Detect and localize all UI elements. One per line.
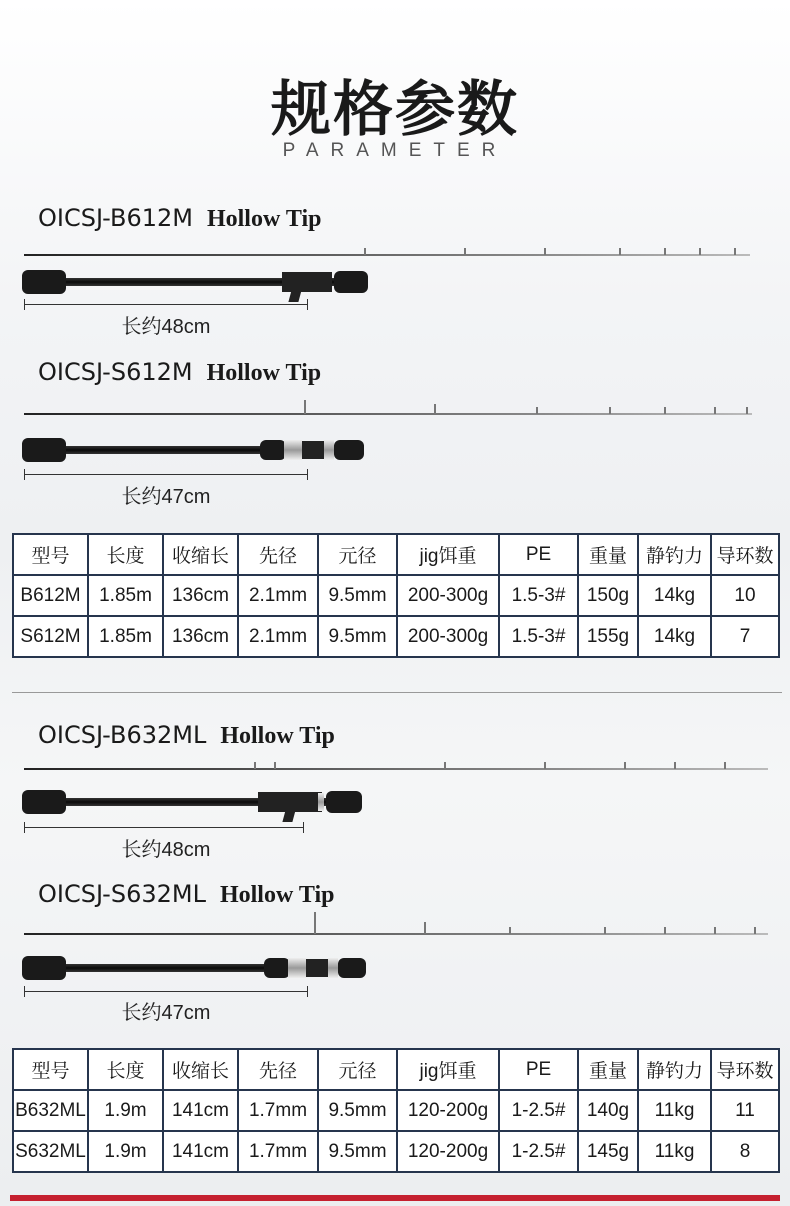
- table-cell: 1.5-3#: [499, 575, 578, 616]
- bottom-accent-bar: [10, 1195, 780, 1201]
- table-cell: 1-2.5#: [499, 1131, 578, 1172]
- table-row: [13, 616, 779, 657]
- table-cell: 155g: [578, 616, 638, 657]
- rod-model-b632ml: [38, 721, 335, 750]
- rod-model-s632ml: [38, 880, 334, 909]
- table-header-cell: 元径: [318, 1049, 397, 1090]
- section-divider: [12, 692, 782, 693]
- table-header-cell: 型号: [13, 1049, 88, 1090]
- rod-model-s612m: [38, 358, 321, 387]
- table-header-cell: 长度: [88, 1049, 163, 1090]
- table-cell: 10: [711, 575, 779, 616]
- table-cell: 150g: [578, 575, 638, 616]
- table-cell: 1.7mm: [238, 1090, 318, 1131]
- table-header-cell: 先径: [238, 1049, 318, 1090]
- table-cell: 136cm: [163, 616, 238, 657]
- rod-model-name: OICSJ-B632ML: [38, 721, 207, 749]
- table-header-cell: 收缩长: [163, 534, 238, 575]
- rod-model-b612m: [38, 204, 321, 233]
- table-header-row: [13, 534, 779, 575]
- table-cell: B612M: [13, 575, 88, 616]
- table-cell: 2.1mm: [238, 616, 318, 657]
- rod-blank-image: [24, 768, 768, 770]
- table-header-cell: 导环数: [711, 534, 779, 575]
- table-header-cell: 长度: [88, 534, 163, 575]
- rod-tip-type: Hollow Tip: [206, 360, 322, 386]
- table-row: [13, 1090, 779, 1131]
- table-cell: 1.5-3#: [499, 616, 578, 657]
- table-cell: 1.9m: [88, 1131, 163, 1172]
- rod-tip-type: Hollow Tip: [220, 723, 335, 749]
- rod-blank-image: [24, 254, 750, 256]
- table-cell: 120-200g: [397, 1131, 499, 1172]
- table-header-cell: PE: [499, 534, 578, 575]
- table-cell: 2.1mm: [238, 575, 318, 616]
- table-header-cell: 重量: [578, 534, 638, 575]
- length-measure-line: [24, 304, 308, 305]
- table-cell: 7: [711, 616, 779, 657]
- table-cell: S612M: [13, 616, 88, 657]
- page-title: 规格参数: [271, 75, 519, 145]
- table-cell: 1.85m: [88, 575, 163, 616]
- rod-length-label: 长约47cm: [121, 486, 211, 508]
- table-cell: 14kg: [638, 575, 711, 616]
- table-cell: S632ML: [13, 1131, 88, 1172]
- rod-blank-image: [24, 413, 752, 415]
- length-measure-line: [24, 827, 304, 828]
- rod-model-name: OICSJ-S632ML: [38, 880, 206, 908]
- table-cell: 200-300g: [397, 575, 499, 616]
- rod-handle-image: [22, 956, 366, 980]
- length-measure-line: [24, 474, 308, 475]
- table-cell: 200-300g: [397, 616, 499, 657]
- table-header-cell: jig饵重: [397, 534, 499, 575]
- table-header-cell: 重量: [578, 1049, 638, 1090]
- table-cell: 120-200g: [397, 1090, 499, 1131]
- table-cell: 145g: [578, 1131, 638, 1172]
- table-row: [13, 1131, 779, 1172]
- rod-length-label: 长约48cm: [121, 316, 211, 338]
- table-cell: 1.9m: [88, 1090, 163, 1131]
- table-cell: 8: [711, 1131, 779, 1172]
- table-cell: 140g: [578, 1090, 638, 1131]
- spec-table-1: [12, 533, 780, 658]
- rod-tip-type: Hollow Tip: [206, 206, 322, 232]
- table-cell: 1.85m: [88, 616, 163, 657]
- rod-handle-image: [22, 270, 368, 294]
- table-header-cell: 静钓力: [638, 534, 711, 575]
- rod-tip-type: Hollow Tip: [219, 882, 335, 908]
- table-header-cell: 型号: [13, 534, 88, 575]
- table-header-cell: 导环数: [711, 1049, 779, 1090]
- table-cell: 141cm: [163, 1090, 238, 1131]
- table-cell: 11: [711, 1090, 779, 1131]
- table-header-row: [13, 1049, 779, 1090]
- rod-handle-image: [22, 438, 364, 462]
- rod-blank-image: [24, 933, 768, 935]
- table-header-cell: PE: [499, 1049, 578, 1090]
- table-cell: 11kg: [638, 1090, 711, 1131]
- rod-model-name: OICSJ-S612M: [38, 358, 193, 386]
- rod-length-label: 长约48cm: [121, 839, 211, 861]
- table-cell: 11kg: [638, 1131, 711, 1172]
- table-cell: 141cm: [163, 1131, 238, 1172]
- table-header-cell: 元径: [318, 534, 397, 575]
- table-cell: 9.5mm: [318, 575, 397, 616]
- table-cell: 9.5mm: [318, 616, 397, 657]
- table-cell: 1.7mm: [238, 1131, 318, 1172]
- table-cell: 1-2.5#: [499, 1090, 578, 1131]
- length-measure-line: [24, 991, 308, 992]
- table-cell: 14kg: [638, 616, 711, 657]
- page-subtitle: PARAMETER: [282, 140, 508, 161]
- table-header-cell: 先径: [238, 534, 318, 575]
- rod-model-name: OICSJ-B612M: [38, 204, 193, 232]
- table-header-cell: 静钓力: [638, 1049, 711, 1090]
- table-cell: 136cm: [163, 575, 238, 616]
- spec-table-2: [12, 1048, 780, 1173]
- table-row: [13, 575, 779, 616]
- rod-handle-image: [22, 790, 362, 814]
- table-header-cell: jig饵重: [397, 1049, 499, 1090]
- table-cell: 9.5mm: [318, 1131, 397, 1172]
- table-header-cell: 收缩长: [163, 1049, 238, 1090]
- table-cell: B632ML: [13, 1090, 88, 1131]
- rod-length-label: 长约47cm: [121, 1002, 211, 1024]
- table-cell: 9.5mm: [318, 1090, 397, 1131]
